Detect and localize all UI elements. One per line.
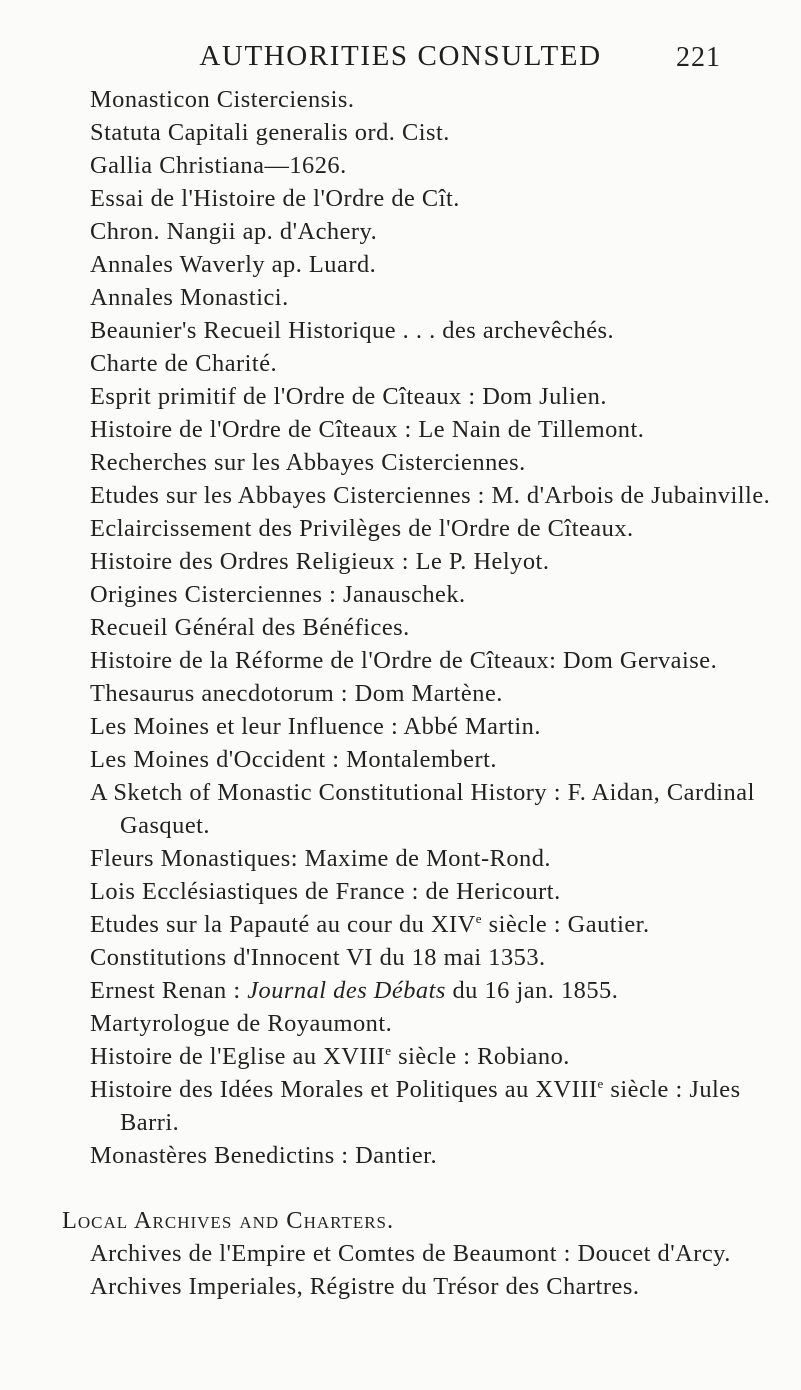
list-item: Thesaurus anecdotorum : Dom Martène. [90, 680, 503, 707]
superscript: e [597, 1076, 604, 1091]
list-item: Chron. Nangii ap. d'Achery. [90, 218, 378, 245]
page-number: 221 [676, 42, 721, 73]
entry-text: Histoire de l'Eglise au XVIII [90, 1043, 386, 1070]
entry-text: Ernest Renan : [90, 977, 248, 1004]
list-item: Martyrologue de Royaumont. [90, 1010, 393, 1037]
list-item-renan [90, 974, 780, 1007]
list-item: Histoire des Ordres Religieux : Le P. Helyot. [90, 548, 550, 575]
list-item: Annales Waverly ap. Luard. [90, 251, 377, 278]
superscript: e [385, 1043, 392, 1058]
entry-text: Histoire des Idées Morales et Politiques au XVIII [90, 1076, 598, 1103]
local-archives-section [62, 1204, 780, 1303]
list-item: Eclaircissement des Privilèges de l'Ordre de Cîteaux. [90, 515, 634, 542]
list-item-idees [90, 1073, 780, 1139]
list-item: Fleurs Monastiques: Maxime de Mont-Rond. [90, 845, 552, 872]
superscript: e [475, 911, 483, 926]
authorities-list [62, 83, 780, 1303]
list-item: Histoire de l'Ordre de Cîteaux : Le Nain de Tillemont. [90, 416, 645, 443]
list-item: Etudes sur les Abbayes Cisterciennes : M. d'Arbois de Jubainville. [90, 482, 771, 509]
list-item: Statuta Capitali generalis ord. Cist. [90, 119, 450, 146]
list-item: Les Moines et leur Influence : Abbé Martin. [90, 713, 541, 740]
entry-text: Etudes sur la Papauté au cour du XIV [90, 911, 476, 938]
list-item: Esprit primitif de l'Ordre de Cîteaux : Dom Julien. [90, 383, 607, 410]
running-head: AUTHORITIES CONSULTED [199, 40, 602, 72]
entry-text: siècle : Gautier. [482, 911, 650, 938]
entry-text: du 16 jan. 1855. [445, 977, 619, 1004]
list-item: Lois Ecclésiastiques de France : de Hericourt. [90, 878, 561, 905]
page-header [0, 40, 801, 80]
section-title: Local Archives and Charters. [62, 1207, 395, 1234]
list-item: Archives Imperiales, Régistre du Trésor des Chartres. [90, 1273, 640, 1300]
list-item: Histoire de la Réforme de l'Ordre de Cîteaux: Dom Gervaise. [90, 647, 718, 674]
list-item: Archives de l'Empire et Comtes de Beaumont : Doucet d'Arcy. [90, 1240, 731, 1267]
list-item: Beaunier's Recueil Historique . . . des archevêchés. [90, 317, 615, 344]
list-item: Les Moines d'Occident : Montalembert. [90, 746, 497, 773]
list-item: Charte de Charité. [90, 350, 278, 377]
entry-text: siècle : Robiano. [391, 1043, 570, 1070]
list-item: A Sketch of Monastic Constitutional History : F. Aidan, Cardinal Gasquet. [90, 779, 755, 839]
list-item: Recherches sur les Abbayes Cisterciennes. [90, 449, 526, 476]
list-item: Monastères Benedictins : Dantier. [90, 1142, 438, 1169]
journal-title: Journal des Débats [247, 977, 446, 1004]
list-item: Annales Monastici. [90, 284, 289, 311]
list-item: Recueil Général des Bénéfices. [90, 614, 410, 641]
list-item: Monasticon Cisterciensis. [90, 86, 355, 113]
entry-text: siècle : Jules Barri. [120, 1076, 741, 1136]
list-item: Gallia Christiana—1626. [90, 152, 347, 179]
list-item: Constitutions d'Innocent VI du 18 mai 1353. [90, 944, 546, 971]
list-item: Essai de l'Histoire de l'Ordre de Cît. [90, 185, 460, 212]
list-item-papaute [90, 908, 780, 941]
list-item-eglise [90, 1040, 780, 1073]
list-item: Origines Cisterciennes : Janauschek. [90, 581, 466, 608]
